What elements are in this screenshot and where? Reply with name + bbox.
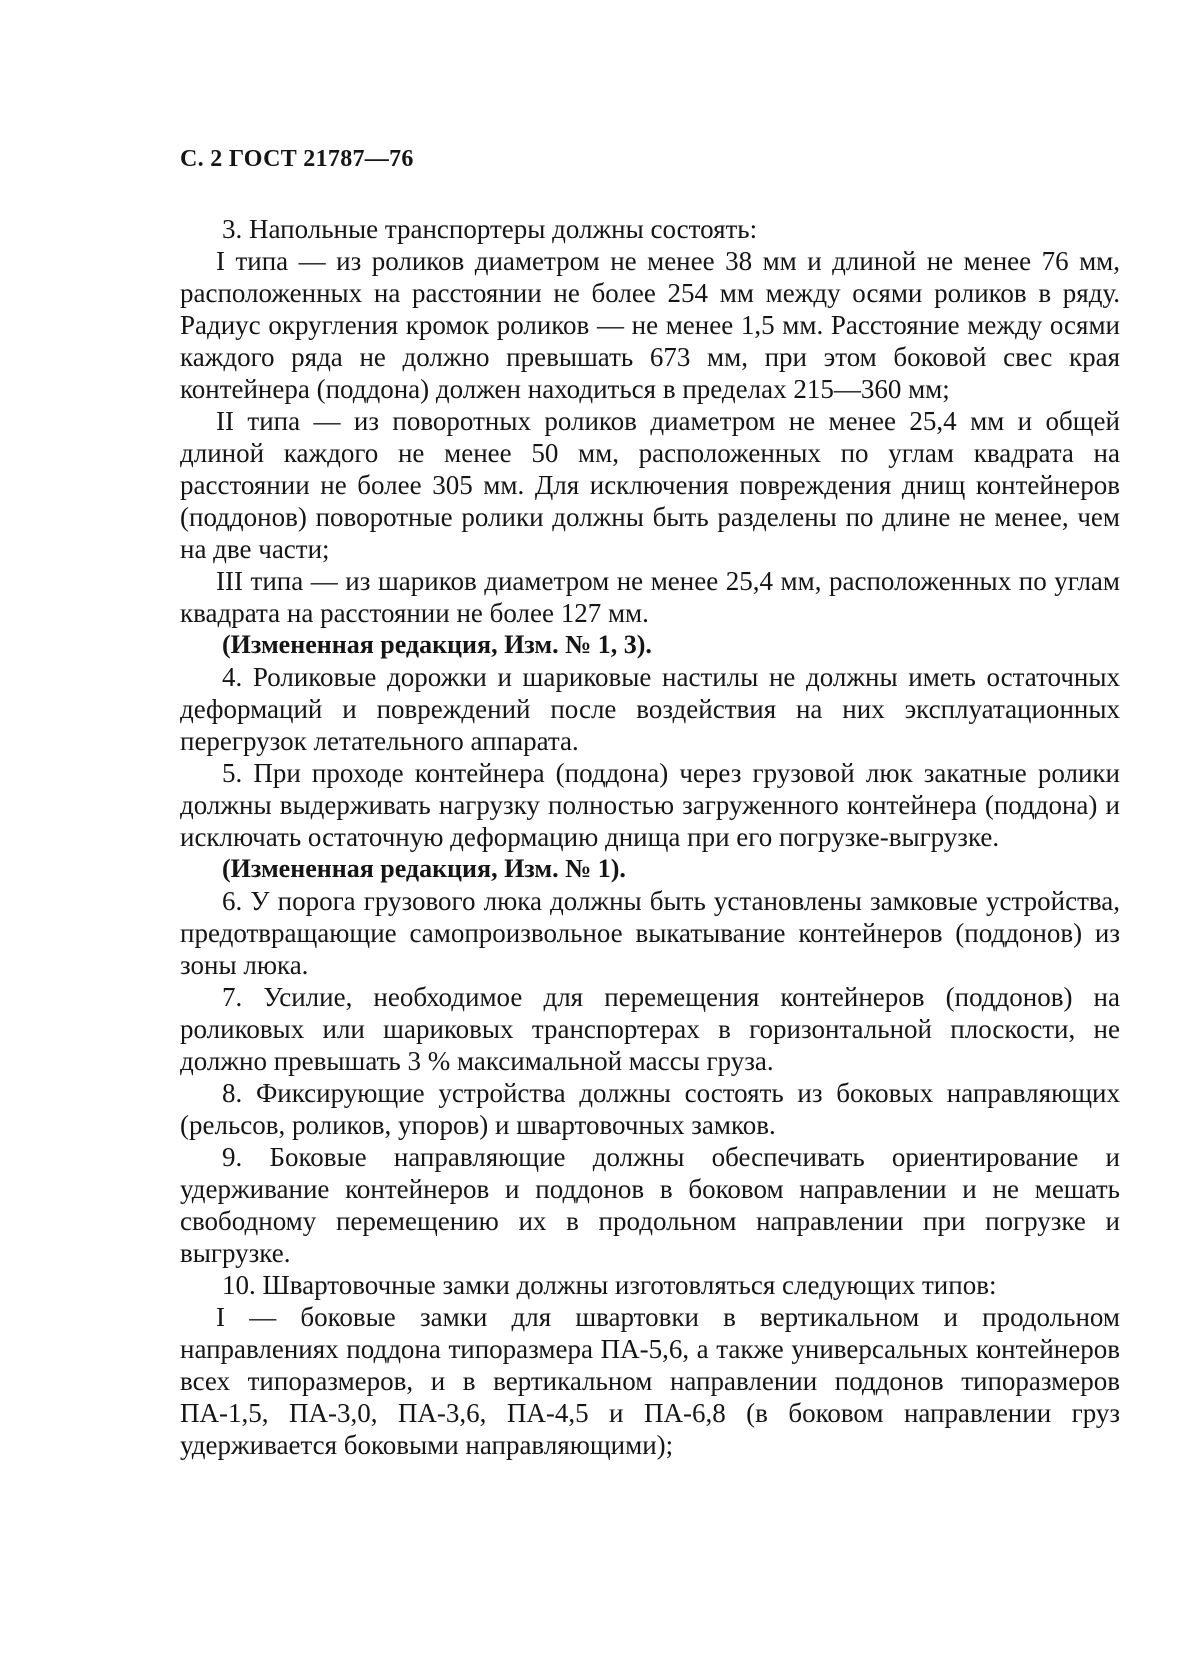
paragraph-5: 5. При проходе контейнера (поддона) через грузовой люк закатные ролики должны выдерживать нагрузку полностью загруженного контейнера (поддона) и исключать остаточную деформацию днища при его погрузке-выгрузке. (180, 758, 1120, 852)
paragraph-3-type-iii: III типа — из шариков диаметром не менее 25,4 мм, расположенных по углам квадрата на расстоянии не более 127 мм. (180, 566, 1120, 628)
paragraph-6: 6. У порога грузового люка должны быть установлены замковые устройства, предотвращающие самопроизвольное выкатывание контейнеров (поддонов) из зоны люка. (180, 886, 1120, 980)
paragraph-10: 10. Швартовочные замки должны изготовляться следующих типов: (222, 1270, 997, 1300)
paragraph-3-type-i: I типа — из роликов диаметром не менее 38 мм и длиной не менее 76 мм, расположенных на расстоянии не более 254 мм между осями роликов в ряду. Радиус округления кромок роликов — не менее 1,5 мм. Расстояние между осями каждого ряда не должно превышать 673 мм, при этом боковой свес края контейнера (поддона) должен находиться в пределах 215—360 мм; (180, 246, 1120, 404)
paragraph-7: 7. Усилие, необходимое для перемещения контейнеров (поддонов) на роликовых или шариковых транспортерах в горизонтальной плоскости, не должно превышать 3 % максимальной массы груза. (180, 982, 1120, 1076)
page-header: С. 2 ГОСТ 21787—76 (180, 146, 414, 172)
paragraph-4: 4. Роликовые дорожки и шариковые настилы не должны иметь остаточных деформаций и повреждений после воздействия на них эксплуатационных перегрузок летательного аппарата. (180, 662, 1120, 756)
paragraph-9: 9. Боковые направляющие должны обеспечивать ориентирование и удерживание контейнеров и поддонов в боковом направлении и не мешать свободному перемещению их в продольном направлении при погрузке и выгрузке. (180, 1142, 1120, 1268)
paragraph-3-intro: 3. Напольные транспортеры должны состоять: (222, 214, 758, 244)
paragraph-10-type-i: I — боковые замки для швартовки в вертикальном и продольном направлениях поддона типоразмера ПА-5,6, а также универсальных контейнеров всех типоразмеров, и в вертикальном направлении поддонов типоразмеров ПА-1,5, ПА-3,0, ПА-3,6, ПА-4,5 и ПА-6,8 (в боковом направлении груз удерживается боковыми направляющими); (180, 1302, 1120, 1460)
paragraph-8: 8. Фиксирующие устройства должны состоять из боковых направляющих (рельсов, роликов, упоров) и швартовочных замков. (180, 1078, 1120, 1140)
document-body (180, 213, 1120, 1461)
amendment-note: (Измененная редакция, Изм. № 1, 3). (222, 630, 652, 659)
amendment-note: (Измененная редакция, Изм. № 1). (222, 854, 626, 883)
paragraph-3-type-ii: II типа — из поворотных роликов диаметром не менее 25,4 мм и общей длиной каждого не менее 50 мм, расположенных по углам квадрата на расстоянии не более 305 мм. Для исключения повреждения днищ контейнеров (поддонов) поворотные ролики должны быть разделены по длине не менее, чем на две части; (180, 406, 1120, 564)
